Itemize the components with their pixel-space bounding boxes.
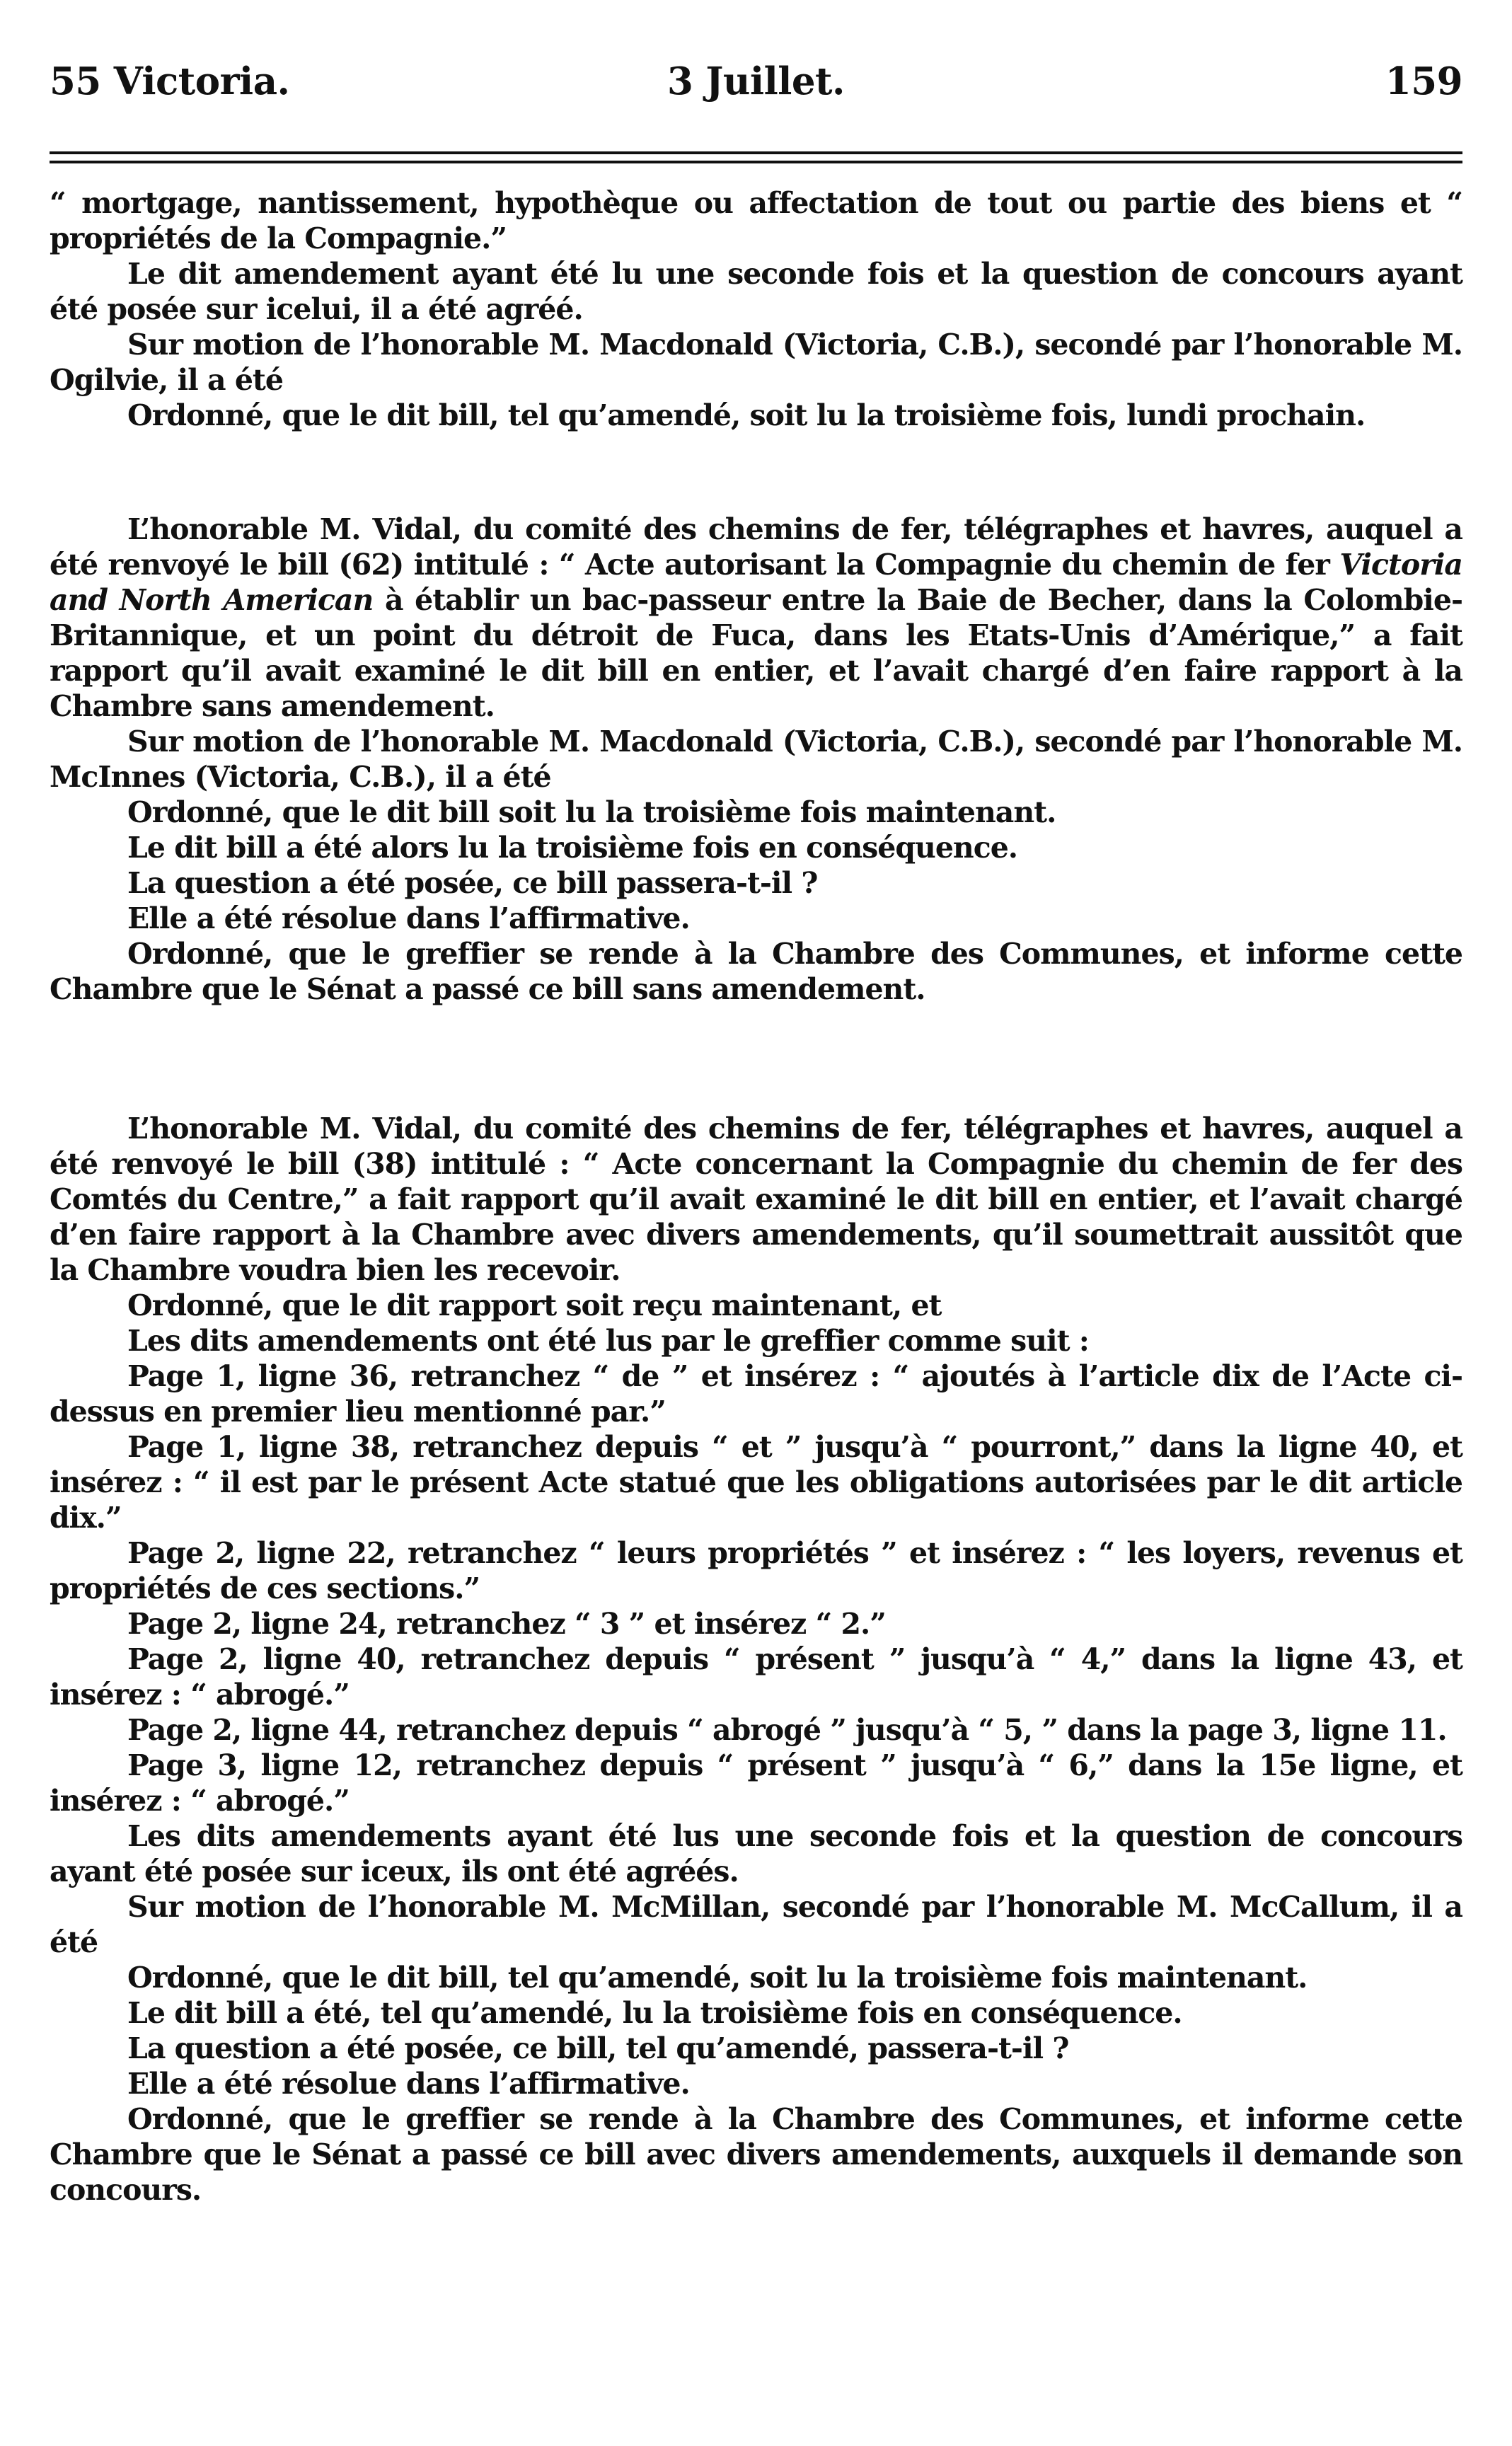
header-date: 3 Juillet. (667, 59, 845, 103)
paragraph: Sur motion de l’honorable M. McMillan, secondé par l’honorable M. McCallum, il a été (50, 1890, 1462, 1959)
section-gap (50, 1007, 1462, 1111)
committee-report-paragraph: L’honorable M. Vidal, du comité des chemins de fer, télégraphes et havres, auquel a été renvoyé le bill (38) intitulé : “ Acte concernant la Compagnie du chemin de fer des Comtés du Centre,” a fait rapport qu’il avait examiné le dit bill en entier, et l’avait chargé d’en faire rapport à la Chambre avec divers amendements, qu’il soumettrait aussitôt que la Chambre voudra bien les recevoir. (50, 1112, 1462, 1287)
running-header (50, 59, 1462, 109)
paragraph: Ordonné, que le dit bill, tel qu’amendé, soit lu la troisième fois maintenant. (127, 1961, 1308, 1995)
paragraph: Le dit bill a été, tel qu’amendé, lu la troisième fois en conséquence. (127, 1996, 1182, 2030)
amendment-item: Page 2, ligne 24, retranchez “ 3 ” et insérez “ 2.” (127, 1607, 886, 1641)
paragraph: Elle a été résolue dans l’affirmative. (127, 2067, 690, 2101)
header-rule-bottom (50, 161, 1462, 163)
paragraph: Ordonné, que le greffier se rende à la Chambre des Communes, et informe cette Chambre que le Sénat a passé ce bill sans amendement. (50, 937, 1462, 1006)
paragraph: Sur motion de l’honorable M. Macdonald (Victoria, C.B.), secondé par l’honorable M. McInnes (Victoria, C.B.), il a été (50, 725, 1462, 794)
amendment-item: Page 1, ligne 38, retranchez depuis “ et ” jusqu’à “ pourront,” dans la ligne 40, et insérez : “ il est par le présent Acte statué que les obligations autorisées par le dit article dix.” (50, 1430, 1462, 1535)
paragraph: Ordonné, que le dit bill, tel qu’amendé, soit lu la troisième fois, lundi prochain. (127, 398, 1366, 432)
header-rule-top (50, 151, 1462, 154)
paragraph: Le dit bill a été alors lu la troisième fois en conséquence. (127, 831, 1018, 865)
paragraph: Ordonné, que le greffier se rende à la Chambre des Communes, et informe cette Chambre que le Sénat a passé ce bill avec divers amendements, auxquels il demande son concours. (50, 2102, 1462, 2207)
paragraph: Les dits amendements ont été lus par le greffier comme suit : (127, 1324, 1089, 1358)
section-gap (50, 433, 1462, 512)
header-session: 55 Victoria. (50, 59, 290, 103)
amendment-item: Page 2, ligne 22, retranchez “ leurs propriétés ” et insérez : “ les loyers, revenus et propriétés de ces sections.” (50, 1536, 1462, 1605)
paragraph: La question a été posée, ce bill, tel qu’amendé, passera-t-il ? (127, 2031, 1069, 2065)
page-body (50, 185, 1462, 2208)
page-number: 159 (1385, 59, 1462, 103)
report-text: à établir un bac-passeur entre la Baie de Becher, dans la Colombie-Britannique, et un point du détroit de Fuca, dans les Etats-Unis d’Amérique,” a fait rapport qu’il avait examiné le dit bill en entier, et l’avait chargé d’en faire rapport à la Chambre sans amendement. (50, 583, 1462, 723)
amendment-item: Page 1, ligne 36, retranchez “ de ” et insérez : “ ajoutés à l’article dix de l’Acte ci-dessus en premier lieu mentionné par.” (50, 1359, 1462, 1429)
paragraph-continuation: “ mortgage, nantissement, hypothèque ou affectation de tout ou partie des biens et “ propriétés de la Compagnie.” (50, 186, 1462, 255)
amendment-item: Page 3, ligne 12, retranchez depuis “ présent ” jusqu’à “ 6,” dans la 15e ligne, et insérez : “ abrogé.” (50, 1748, 1462, 1818)
paragraph: Sur motion de l’honorable M. Macdonald (Victoria, C.B.), secondé par l’honorable M. Ogilvie, il a été (50, 328, 1462, 397)
report-text: L’honorable M. Vidal, du comité des chemins de fer, télégraphes et havres, auquel a été renvoyé le bill (62) intitulé : “ Acte autorisant la Compagnie du chemin de fer (50, 512, 1462, 582)
paragraph: Ordonné, que le dit rapport soit reçu maintenant, et (127, 1288, 942, 1322)
committee-report-paragraph (50, 512, 1462, 724)
paragraph: Les dits amendements ayant été lus une seconde fois et la question de concours ayant été posée sur iceux, ils ont été agréés. (50, 1819, 1462, 1888)
paragraph: Ordonné, que le dit bill soit lu la troisième fois maintenant. (127, 795, 1056, 829)
paragraph: La question a été posée, ce bill passera-t-il ? (127, 866, 818, 900)
railway-name-italic: Victoria and North American (50, 548, 1462, 617)
paragraph: Elle a été résolue dans l’affirmative. (127, 901, 690, 935)
amendment-item: Page 2, ligne 44, retranchez depuis “ abrogé ” jusqu’à “ 5, ” dans la page 3, ligne 11. (127, 1713, 1447, 1747)
paragraph: Le dit amendement ayant été lu une seconde fois et la question de concours ayant été posée sur icelui, il a été agréé. (50, 257, 1462, 326)
amendment-item: Page 2, ligne 40, retranchez depuis “ présent ” jusqu’à “ 4,” dans la ligne 43, et insérez : “ abrogé.” (50, 1642, 1462, 1712)
